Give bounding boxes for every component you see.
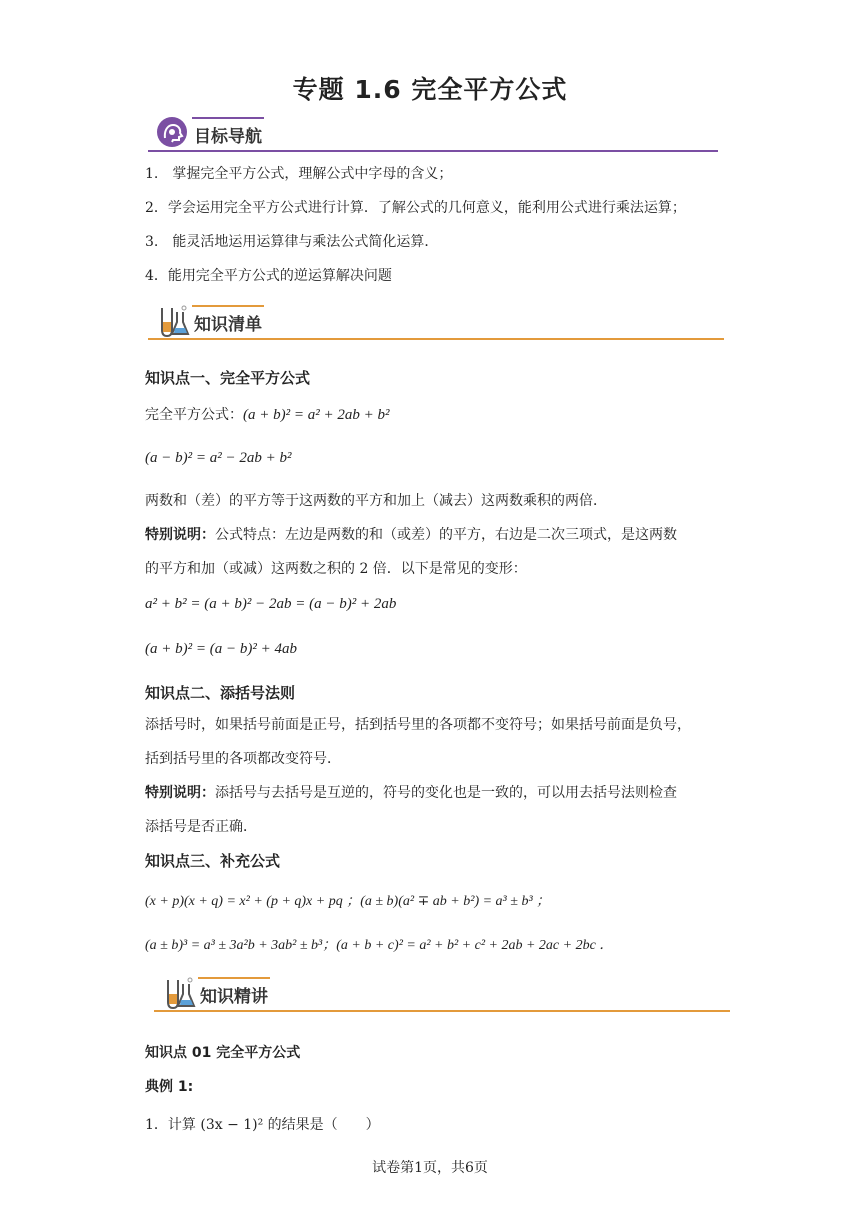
k2-note-text-b: 添括号是否正确． <box>145 819 257 835</box>
k1-note-text-a: 公式特点：左边是两数的和（或差）的平方，右边是二次三项式，是这两数 <box>215 527 677 543</box>
note-label: 特别说明： <box>145 527 215 543</box>
banner-bottom-line <box>154 1010 730 1012</box>
section-banner-explain <box>154 972 744 1016</box>
brain-head-icon <box>156 116 188 152</box>
section-banner-goal <box>148 112 728 156</box>
formula-variant-1: a² + b² = (a + b)² − 2ab = (a − b)² + 2ab <box>145 596 397 612</box>
k2-text-a: 添括号时，如果括号前面是正号，括到括号里的各项都不变符号；如果括号前面是负号， <box>145 717 691 733</box>
goal-item-1: 1. 掌握完全平方公式，理解公式中字母的含义； <box>145 166 453 182</box>
flask-icon <box>162 976 196 1014</box>
heading-k3: 知识点三、补充公式 <box>145 852 281 870</box>
page-title: 专题 1.6 完全平方公式 <box>292 75 568 104</box>
k1-formula-line-1 <box>145 404 389 424</box>
goal-item-3: 3. 能灵活地运用运算律与乘法公式简化运算． <box>145 234 439 250</box>
formula-supplement-2: (a ± b)³ = a³ ± 3a²b + 3ab² ± b³；(a + b + c)² = a² + b² + c² + 2ab + 2ac + 2bc ． <box>145 938 614 953</box>
k1-label: 完全平方公式： <box>145 407 243 423</box>
banner-top-line <box>192 117 264 119</box>
heading-k1: 知识点一、完全平方公式 <box>145 369 311 387</box>
k1-text: 两数和（差）的平方等于这两数的平方和加上（减去）这两数乘积的两倍． <box>145 493 607 509</box>
heading-practice: 知识点 01 完全平方公式 <box>145 1045 301 1061</box>
section-title-goal: 目标导航 <box>194 127 262 147</box>
goal-item-4: 4．能用完全平方公式的逆运算解决问题 <box>145 268 392 284</box>
heading-k2: 知识点二、添括号法则 <box>145 684 296 702</box>
formula-square-diff: (a − b)² = a² − 2ab + b² <box>145 450 292 466</box>
page-footer: 试卷第1页，共6页 <box>372 1160 488 1176</box>
formula-square-sum: (a + b)² = a² + 2ab + b² <box>243 407 390 423</box>
goal-item-2: 2．学会运用完全平方公式进行计算．了解公式的几何意义，能利用公式进行乘法运算； <box>145 200 686 216</box>
question-1: 1．计算 (3x − 1)² 的结果是（ ） <box>145 1117 380 1133</box>
section-banner-list <box>148 300 728 344</box>
note-label: 特别说明： <box>145 785 215 801</box>
section-title-explain: 知识精讲 <box>200 987 268 1007</box>
k2-text-b: 括到括号里的各项都改变符号． <box>145 751 341 767</box>
k2-note <box>145 782 677 802</box>
k1-note <box>145 524 677 544</box>
banner-top-line <box>198 977 270 979</box>
k2-note-text-a: 添括号与去括号是互逆的，符号的变化也是一致的，可以用去括号法则检查 <box>215 785 677 801</box>
formula-variant-2: (a + b)² = (a − b)² + 4ab <box>145 641 297 657</box>
example-label: 典例 1: <box>145 1079 194 1095</box>
section-title-list: 知识清单 <box>194 315 262 335</box>
formula-supplement-1: (x + p)(x + q) = x² + (p + q)x + pq ；(a ± b)(a² ∓ ab + b²) = a³ ± b³ ； <box>145 894 551 909</box>
banner-bottom-line <box>148 150 718 152</box>
banner-top-line <box>192 305 264 307</box>
banner-bottom-line <box>148 338 724 340</box>
k1-note-text-b: 的平方和加（或减）这两数之积的 2 倍．以下是常见的变形： <box>145 561 527 577</box>
flask-icon <box>156 304 190 342</box>
